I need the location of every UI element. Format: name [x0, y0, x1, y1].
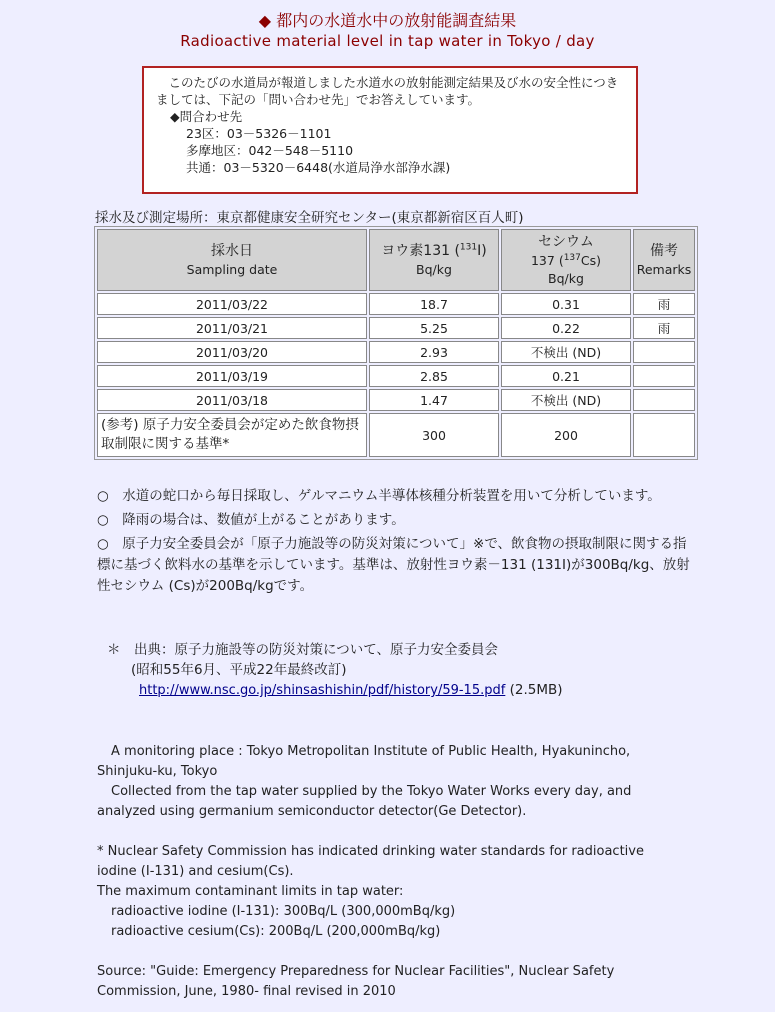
source-line1: ＊ 出典：原子力施設等の防災対策について、原子力安全委員会	[107, 642, 498, 658]
cell-remarks: 雨	[633, 293, 695, 315]
max-limits-heading: The maximum contaminant limits in tap water:	[97, 884, 404, 899]
page-title-en: Radioactive material level in tap water in Tokyo / day	[180, 32, 595, 50]
page-title-ja: ◆ 都内の水道水中の放射能調査結果	[258, 11, 517, 30]
english-notes	[97, 742, 677, 1002]
cell-cesium: 0.22	[501, 317, 631, 339]
inquiry-notice	[142, 66, 638, 194]
cell-cesium: 不検出 (ND)	[501, 341, 631, 363]
header-iodine: ヨウ素131 ($^{131}$I) Bq/kg	[369, 229, 499, 291]
contact-common: 共通：03－5320－6448(水道局浄水部浄水課)	[186, 160, 451, 175]
cell-remarks	[633, 365, 695, 387]
cell-date: 2011/03/18	[97, 389, 367, 411]
cell-iodine: 2.93	[369, 341, 499, 363]
reference-label: (参考) 原子力安全委員会が定めた飲食物摂取制限に関する基準*	[97, 413, 367, 457]
reference-cesium: 200	[501, 413, 631, 457]
reference-iodine: 300	[369, 413, 499, 457]
source-ja	[107, 640, 707, 701]
nsc-note: * Nuclear Safety Commission has indicated drinking water standards for radioactive iodine (I-131) and cesium(Cs).	[97, 844, 644, 879]
contact-heading: ◆問合わせ先	[170, 109, 243, 124]
cell-iodine: 18.7	[369, 293, 499, 315]
table-row	[97, 389, 695, 411]
iodine-limit: radioactive iodine (I-131): 300Bq/L (300,000mBq/kg)	[111, 904, 456, 919]
note-rain: ○ 降雨の場合は、数値が上がることがあります。	[97, 512, 405, 528]
collection-note: Collected from the tap water supplied by the Tokyo Water Works every day, and analyzed using germanium semiconductor detector(Ge Detector).	[97, 784, 632, 819]
contact-tama: 多摩地区：042－548－5110	[186, 143, 354, 158]
cell-date: 2011/03/19	[97, 365, 367, 387]
contact-ward: 23区：03－5326－1101	[186, 126, 332, 141]
header-date: 採水日 Sampling date	[97, 229, 367, 291]
cell-date: 2011/03/20	[97, 341, 367, 363]
monitoring-place: A monitoring place : Tokyo Metropolitan Institute of Public Health, Hyakunincho, Shinjuku-ku, Tokyo	[97, 744, 631, 779]
cell-remarks	[633, 341, 695, 363]
table-row	[97, 365, 695, 387]
table-row	[97, 317, 695, 339]
cell-remarks: 雨	[633, 317, 695, 339]
measurement-place: 採水及び測定場所：東京都健康安全研究センター(東京都新宿区百人町)	[95, 210, 524, 226]
cell-iodine: 5.25	[369, 317, 499, 339]
table-row	[97, 293, 695, 315]
header-cesium: セシウム 137 ($^{137}$Cs) Bq/kg	[501, 229, 631, 291]
cell-remarks	[633, 389, 695, 411]
note-sampling: ○ 水道の蛇口から毎日採取し、ゲルマニウム半導体核種分析装置を用いて分析しています。	[97, 488, 661, 504]
cell-cesium: 0.21	[501, 365, 631, 387]
source-size: (2.5MB)	[509, 682, 563, 698]
cell-cesium: 不検出 (ND)	[501, 389, 631, 411]
cell-date: 2011/03/21	[97, 317, 367, 339]
reference-remarks	[633, 413, 695, 457]
source-pdf-link[interactable]: http://www.nsc.go.jp/shinsashishin/pdf/history/59-15.pdf	[139, 683, 506, 698]
cell-cesium: 0.31	[501, 293, 631, 315]
source-line2: (昭和55年6月、平成22年最終改訂)	[131, 662, 347, 678]
cell-iodine: 1.47	[369, 389, 499, 411]
source-en: Source: "Guide: Emergency Preparedness for Nuclear Facilities", Nuclear Safety Commission, June, 1980- final revised in 2010	[97, 964, 615, 999]
reference-row	[97, 413, 695, 457]
header-remarks: 備考 Remarks	[633, 229, 695, 291]
notes-list	[97, 486, 697, 600]
cesium-limit: radioactive cesium(Cs): 200Bq/L (200,000mBq/kg)	[111, 924, 441, 939]
notice-text: このたびの水道局が報道しました水道水の放射能測定結果及び水の安全性につきましては、下記の「問い合わせ先」でお答えしています。	[156, 75, 619, 107]
note-standard: ○ 原子力安全委員会が「原子力施設等の防災対策について」※で、飲食物の摂取制限に関する指標に基づく飲料水の基準を示しています。基準は、放射性ヨウ素－131 (131I)が300Bq/kg、放射性セシウム (Cs)が200Bq/kgです。	[97, 536, 690, 594]
table-row	[97, 341, 695, 363]
cell-date: 2011/03/22	[97, 293, 367, 315]
cell-iodine: 2.85	[369, 365, 499, 387]
radiation-table	[94, 226, 698, 460]
